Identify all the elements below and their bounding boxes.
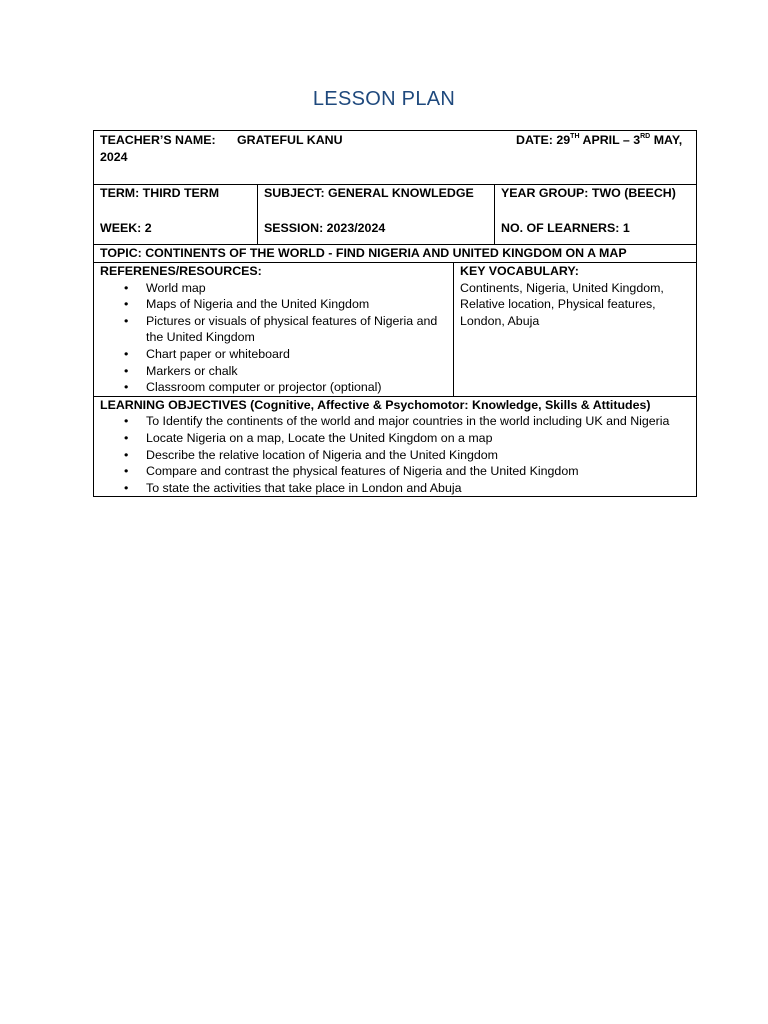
vocabulary-text: Continents, Nigeria, United Kingdom, Relative location, Physical features, London, Abuja xyxy=(460,280,664,328)
teacher-label: TEACHER’S NAME: xyxy=(100,133,216,147)
list-item: • Compare and contrast the physical features of Nigeria and the United Kingdom xyxy=(146,463,690,480)
session-text: SESSION: 2023/2024 xyxy=(264,220,386,235)
list-item: • To state the activities that take place in London and Abuja xyxy=(146,480,690,497)
subject-cell xyxy=(258,185,495,245)
vocabulary-cell xyxy=(454,263,697,397)
list-item: • Classroom computer or projector (optional) xyxy=(146,379,447,396)
week-text: WEEK: 2 xyxy=(100,220,152,235)
objectives-list xyxy=(100,413,690,496)
topic-row xyxy=(94,245,697,263)
list-item: • Locate Nigeria on a map, Locate the United Kingdom on a map xyxy=(146,430,690,447)
teacher-row xyxy=(94,131,697,185)
resources-list xyxy=(100,280,447,396)
lesson-plan-table xyxy=(93,130,697,497)
list-item: • Pictures or visuals of physical features of Nigeria and the United Kingdom xyxy=(146,313,447,346)
objectives-heading: LEARNING OBJECTIVES (Cognitive, Affective & Psychomotor: Knowledge, Skills & Attitudes) xyxy=(100,397,651,412)
resources-row xyxy=(94,263,697,397)
date-year: 2024 xyxy=(100,149,128,164)
list-item: • Describe the relative location of Nigeria and the United Kingdom xyxy=(146,447,690,464)
subject-text: SUBJECT: GENERAL KNOWLEDGE xyxy=(264,186,474,200)
year-group-text: YEAR GROUP: TWO (BEECH) xyxy=(501,186,676,200)
objectives-row xyxy=(94,396,697,497)
objectives-cell xyxy=(94,396,697,497)
resources-cell xyxy=(94,263,454,397)
list-item: • To Identify the continents of the world and major countries in the world including UK and Nigeria xyxy=(146,413,690,430)
vocabulary-heading: KEY VOCABULARY: xyxy=(460,264,579,278)
list-item: • Maps of Nigeria and the United Kingdom xyxy=(146,296,447,313)
date-text: DATE: 29TH APRIL – 3RD MAY, xyxy=(516,133,683,147)
list-item: • Chart paper or whiteboard xyxy=(146,346,447,363)
teacher-name: GRATEFUL KANU xyxy=(237,133,343,147)
list-item: • World map xyxy=(146,280,447,297)
info-row xyxy=(94,185,697,245)
year-group-cell xyxy=(495,185,697,245)
list-item: • Markers or chalk xyxy=(146,363,447,380)
term-text: TERM: THIRD TERM xyxy=(100,186,220,200)
page-title: LESSON PLAN xyxy=(312,88,456,110)
term-cell xyxy=(94,185,258,245)
resources-heading: REFERENES/RESOURCES: xyxy=(100,264,262,278)
topic-text: TOPIC: CONTINENTS OF THE WORLD - FIND NIGERIA AND UNITED KINGDOM ON A MAP xyxy=(94,245,697,263)
teacher-cell xyxy=(94,131,697,185)
learners-text: NO. OF LEARNERS: 1 xyxy=(501,220,630,235)
